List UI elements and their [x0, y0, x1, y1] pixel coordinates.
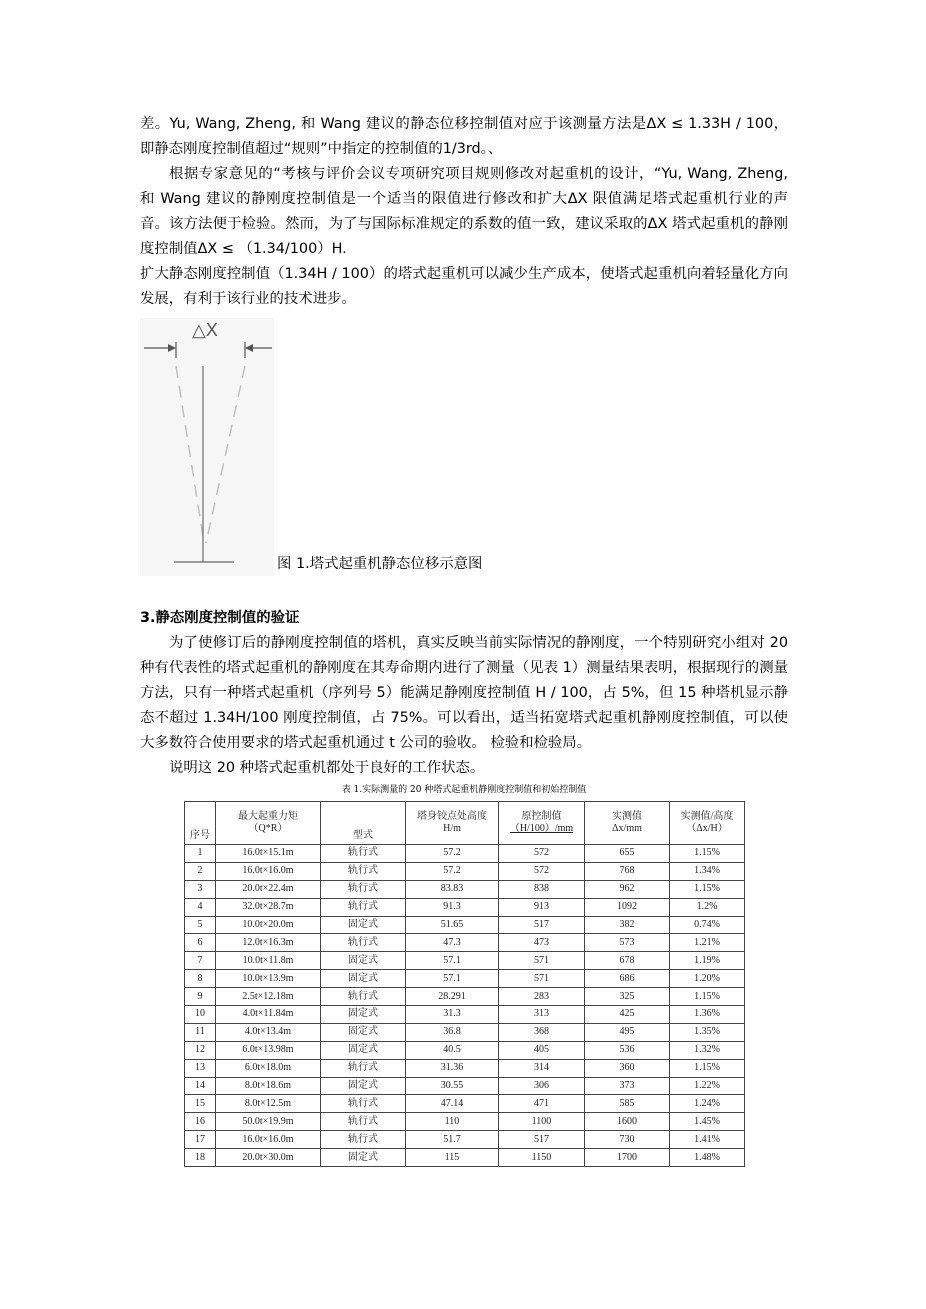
cell-height: 83.83	[406, 880, 499, 898]
table-row	[185, 1006, 745, 1024]
cell-original-control: 1100	[499, 1113, 585, 1131]
cell-moment: 32.0t×28.7m	[216, 898, 321, 916]
cell-measured: 373	[585, 1077, 670, 1095]
table-title: 表 1.实际测量的 20 种塔式起重机静刚度控制值和初始控制值	[341, 785, 587, 795]
cell-height: 28.291	[406, 988, 499, 1006]
table-row	[185, 1077, 745, 1095]
cell-type: 轨行式	[321, 898, 406, 916]
cell-moment: 2.5t×12.18m	[216, 988, 321, 1006]
cell-moment: 50.0t×19.9m	[216, 1113, 321, 1131]
cell-ratio: 1.32%	[670, 1041, 745, 1059]
cell-seq: 2	[185, 862, 216, 880]
cell-type: 固定式	[321, 1023, 406, 1041]
cell-original-control: 405	[499, 1041, 585, 1059]
table-row	[185, 880, 745, 898]
cell-seq: 5	[185, 916, 216, 934]
table-body	[185, 845, 745, 1167]
cell-measured: 536	[585, 1041, 670, 1059]
cell-original-control: 913	[499, 898, 585, 916]
cell-moment: 8.0t×12.5m	[216, 1095, 321, 1113]
table-row	[185, 988, 745, 1006]
cell-height: 91.3	[406, 898, 499, 916]
header-height	[406, 802, 499, 845]
table-row	[185, 1149, 745, 1167]
delta-x-label: △X	[192, 320, 218, 340]
cell-ratio: 1.21%	[670, 934, 745, 952]
cell-moment: 20.0t×22.4m	[216, 880, 321, 898]
cell-height: 57.1	[406, 952, 499, 970]
cell-type: 轨行式	[321, 1059, 406, 1077]
document-body	[140, 112, 788, 1167]
cell-type: 轨行式	[321, 988, 406, 1006]
cell-measured: 360	[585, 1059, 670, 1077]
cell-original-control: 572	[499, 845, 585, 863]
section-heading: 3.静态刚度控制值的验证	[140, 610, 300, 626]
cell-measured: 325	[585, 988, 670, 1006]
cell-ratio: 1.48%	[670, 1149, 745, 1167]
cell-ratio: 1.15%	[670, 880, 745, 898]
cell-type: 轨行式	[321, 1131, 406, 1149]
cell-measured: 573	[585, 934, 670, 952]
table-row	[185, 1023, 745, 1041]
cell-type: 固定式	[321, 952, 406, 970]
cell-ratio: 1.2%	[670, 898, 745, 916]
cell-seq: 14	[185, 1077, 216, 1095]
cell-seq: 18	[185, 1149, 216, 1167]
cell-height: 57.1	[406, 970, 499, 988]
cell-type: 轨行式	[321, 862, 406, 880]
header-ratio	[670, 802, 745, 845]
cell-original-control: 571	[499, 970, 585, 988]
cell-height: 30.55	[406, 1077, 499, 1095]
cell-height: 51.7	[406, 1131, 499, 1149]
header-moment-line2: （Q*R）	[248, 823, 288, 834]
table-row	[185, 862, 745, 880]
cell-type: 轨行式	[321, 880, 406, 898]
header-measured-line2: Δx/mm	[612, 823, 642, 834]
cell-seq: 9	[185, 988, 216, 1006]
left-deflection-dashed	[176, 366, 204, 543]
cell-seq: 7	[185, 952, 216, 970]
table-row	[185, 1059, 745, 1077]
header-height-line1: 塔身铰点处高度	[417, 811, 487, 822]
table-row	[185, 952, 745, 970]
cell-moment: 8.0t×18.6m	[216, 1077, 321, 1095]
cell-type: 轨行式	[321, 845, 406, 863]
cell-moment: 12.0t×16.3m	[216, 934, 321, 952]
cell-height: 40.5	[406, 1041, 499, 1059]
cell-seq: 8	[185, 970, 216, 988]
cell-type: 固定式	[321, 970, 406, 988]
cell-original-control: 1150	[499, 1149, 585, 1167]
cell-ratio: 1.22%	[670, 1077, 745, 1095]
header-original-line1: 原控制值	[521, 811, 562, 822]
cell-moment: 6.0t×18.0m	[216, 1059, 321, 1077]
cell-measured: 686	[585, 970, 670, 988]
header-original-control	[499, 802, 585, 845]
cell-moment: 16.0t×16.0m	[216, 862, 321, 880]
cell-seq: 16	[185, 1113, 216, 1131]
figure-block	[140, 318, 788, 580]
paragraph-5: 说明这 20 种塔式起重机都处于良好的工作状态。	[169, 760, 485, 776]
cell-seq: 6	[185, 934, 216, 952]
cell-seq: 12	[185, 1041, 216, 1059]
cell-moment: 10.0t×20.0m	[216, 916, 321, 934]
cell-height: 110	[406, 1113, 499, 1131]
cell-original-control: 471	[499, 1095, 585, 1113]
cell-original-control: 571	[499, 952, 585, 970]
cell-ratio: 1.36%	[670, 1006, 745, 1024]
header-original-line2: （H/100）/mm	[509, 823, 574, 834]
cell-ratio: 1.45%	[670, 1113, 745, 1131]
cell-measured: 382	[585, 916, 670, 934]
cell-moment: 6.0t×13.98m	[216, 1041, 321, 1059]
table-row	[185, 1095, 745, 1113]
cell-type: 固定式	[321, 1149, 406, 1167]
paragraph-4: 为了使修订后的静刚度控制值的塔机，真实反映当前实际情况的静刚度，一个特别研究小组对 20 种有代表性的塔式起重机的静刚度在其寿命期内进行了测量（见表 1）测量结果表明，根据现行的测量方法，只有一种塔式起重机（序列号 5）能满足静刚度控制值 H / 100，占 5%，但 15 种塔机显示静态不超过 1.34H/100 刚度控制值，占 75%。可以看出，适当拓宽塔式起重机静刚度控制值，可以使大多数符合使用要求的塔式起重机通过 t 公司的验收。 检验和检验局。	[140, 635, 788, 751]
cell-measured: 962	[585, 880, 670, 898]
cell-original-control: 572	[499, 862, 585, 880]
cell-original-control: 473	[499, 934, 585, 952]
cell-moment: 16.0t×16.0m	[216, 1131, 321, 1149]
cell-type: 固定式	[321, 1077, 406, 1095]
cell-type: 轨行式	[321, 1095, 406, 1113]
cell-height: 115	[406, 1149, 499, 1167]
cell-original-control: 838	[499, 880, 585, 898]
paragraph-2: 根据专家意见的“考核与评价会议专项研究项目规则修改对起重机的设计，“Yu, Wang, Zheng, 和 Wang 建议的静刚度控制值是一个适当的限值进行修改和扩大ΔX 限值满足塔式起重机行业的声音。该方法便于检验。然而，为了与国际标准规定的系数的值一致，建议采取的ΔX 塔式起重机的静刚度控制值ΔX ≤ （1.34/100）H.	[140, 166, 788, 257]
table-header-row	[185, 802, 745, 845]
cell-measured: 1600	[585, 1113, 670, 1131]
header-seq: 序号	[185, 802, 216, 845]
figure-caption: 图 1.塔式起重机静态位移示意图	[277, 556, 483, 572]
header-measured	[585, 802, 670, 845]
cell-moment: 20.0t×30.0m	[216, 1149, 321, 1167]
crane-displacement-diagram	[140, 318, 274, 576]
header-moment-line1: 最大起重力矩	[238, 811, 298, 822]
cell-height: 57.2	[406, 862, 499, 880]
cell-ratio: 1.15%	[670, 988, 745, 1006]
cell-measured: 1092	[585, 898, 670, 916]
cell-seq: 13	[185, 1059, 216, 1077]
cell-ratio: 1.34%	[670, 862, 745, 880]
cell-ratio: 1.41%	[670, 1131, 745, 1149]
cell-ratio: 1.15%	[670, 845, 745, 863]
cell-seq: 10	[185, 1006, 216, 1024]
cell-height: 36.8	[406, 1023, 499, 1041]
cell-moment: 4.0t×13.4m	[216, 1023, 321, 1041]
cell-measured: 1700	[585, 1149, 670, 1167]
header-height-line2: H/m	[443, 823, 461, 834]
cell-seq: 15	[185, 1095, 216, 1113]
right-deflection-dashed	[206, 366, 245, 543]
table-row	[185, 1113, 745, 1131]
table-row	[185, 970, 745, 988]
cell-original-control: 283	[499, 988, 585, 1006]
cell-type: 固定式	[321, 916, 406, 934]
cell-moment: 4.0t×11.84m	[216, 1006, 321, 1024]
cell-height: 51.65	[406, 916, 499, 934]
cell-original-control: 314	[499, 1059, 585, 1077]
paragraph-1: 差。Yu, Wang, Zheng, 和 Wang 建议的静态位移控制值对应于该测量方法是ΔX ≤ 1.33H / 100，即静态刚度控制值超过“规则”中指定的控制值的1/3rd。、	[140, 116, 788, 157]
cell-height: 47.3	[406, 934, 499, 952]
cell-measured: 730	[585, 1131, 670, 1149]
cell-height: 47.14	[406, 1095, 499, 1113]
cell-height: 31.3	[406, 1006, 499, 1024]
cell-seq: 3	[185, 880, 216, 898]
cell-seq: 11	[185, 1023, 216, 1041]
cell-moment: 10.0t×13.9m	[216, 970, 321, 988]
crane-stiffness-table	[184, 801, 745, 1167]
paragraph-3: 扩大静态刚度控制值（1.34H / 100）的塔式起重机可以减少生产成本，使塔式起重机向着轻量化方向发展，有利于该行业的技术进步。	[140, 266, 788, 307]
cell-measured: 768	[585, 862, 670, 880]
cell-measured: 495	[585, 1023, 670, 1041]
header-ratio-line2: （Δx/H）	[686, 823, 728, 834]
header-type: 型式	[321, 802, 406, 845]
cell-measured: 425	[585, 1006, 670, 1024]
cell-height: 57.2	[406, 845, 499, 863]
cell-original-control: 306	[499, 1077, 585, 1095]
cell-ratio: 1.24%	[670, 1095, 745, 1113]
cell-type: 固定式	[321, 1041, 406, 1059]
cell-ratio: 1.20%	[670, 970, 745, 988]
cell-original-control: 368	[499, 1023, 585, 1041]
header-moment	[216, 802, 321, 845]
table-row	[185, 916, 745, 934]
cell-measured: 678	[585, 952, 670, 970]
table-row	[185, 934, 745, 952]
table-row	[185, 898, 745, 916]
cell-seq: 4	[185, 898, 216, 916]
cell-moment: 16.0t×15.1m	[216, 845, 321, 863]
cell-type: 轨行式	[321, 1113, 406, 1131]
cell-ratio: 1.15%	[670, 1059, 745, 1077]
cell-type: 固定式	[321, 1006, 406, 1024]
cell-type: 轨行式	[321, 934, 406, 952]
table-row	[185, 1131, 745, 1149]
cell-seq: 17	[185, 1131, 216, 1149]
cell-original-control: 517	[499, 916, 585, 934]
cell-ratio: 0.74%	[670, 916, 745, 934]
cell-seq: 1	[185, 845, 216, 863]
left-arrowhead	[168, 344, 176, 352]
cell-ratio: 1.19%	[670, 952, 745, 970]
cell-height: 31.36	[406, 1059, 499, 1077]
table-row	[185, 1041, 745, 1059]
cell-measured: 585	[585, 1095, 670, 1113]
cell-moment: 10.0t×11.8m	[216, 952, 321, 970]
cell-original-control: 313	[499, 1006, 585, 1024]
header-measured-line1: 实测值	[612, 811, 642, 822]
cell-original-control: 517	[499, 1131, 585, 1149]
table-row	[185, 845, 745, 863]
crane-displacement-figure	[140, 318, 274, 576]
cell-measured: 655	[585, 845, 670, 863]
header-ratio-line1: 实测值/高度	[680, 811, 734, 822]
right-arrowhead	[245, 344, 253, 352]
cell-ratio: 1.35%	[670, 1023, 745, 1041]
